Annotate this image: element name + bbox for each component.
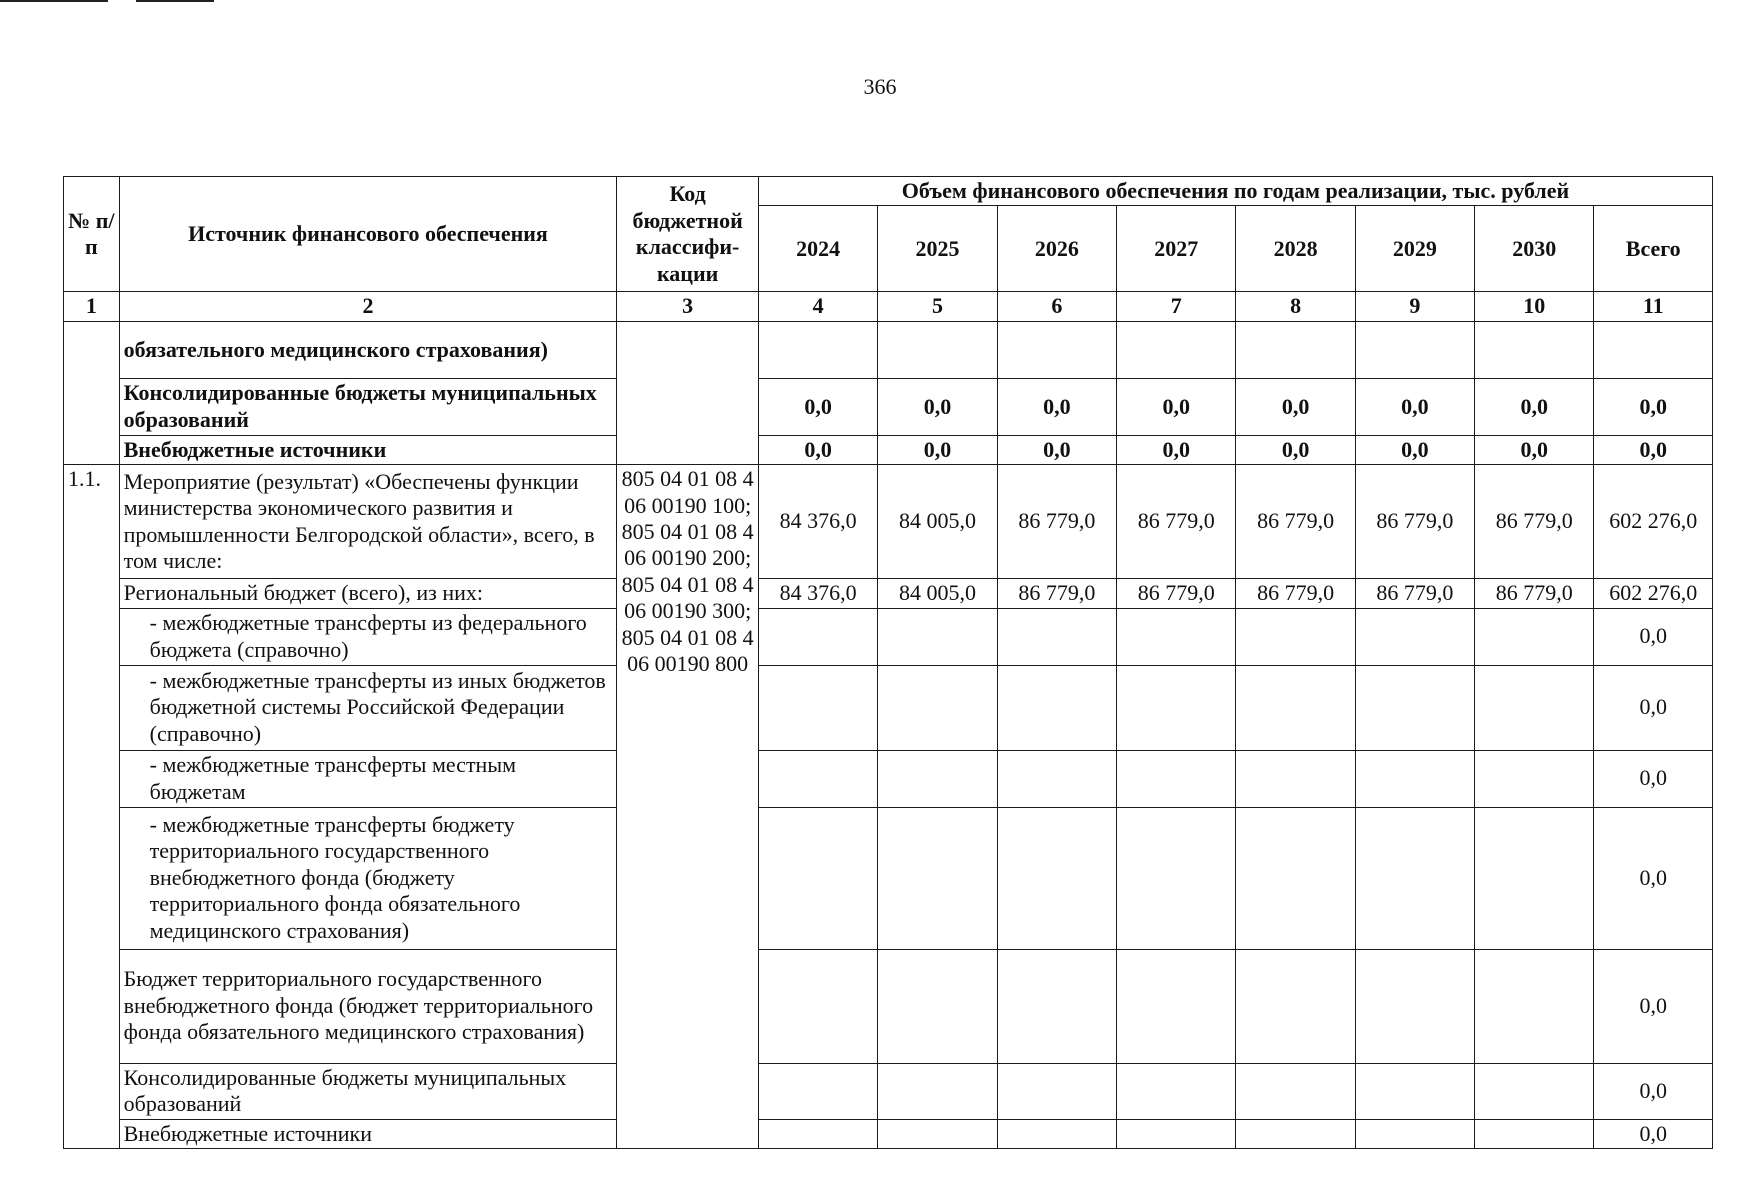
source-cell: - межбюджетные трансферты из иных бюджетов бюджетной системы Российской Федерации (справочно) xyxy=(119,665,617,750)
source-cell: Внебюджетные источники xyxy=(119,435,617,464)
header-year: 2024 xyxy=(758,206,877,292)
value-cell xyxy=(997,750,1116,807)
column-number: 9 xyxy=(1355,292,1474,321)
value-cell: 86 779,0 xyxy=(1236,465,1355,579)
code-cell xyxy=(617,321,759,464)
value-cell xyxy=(758,665,877,750)
table-row xyxy=(64,579,1713,608)
value-cell: 0,0 xyxy=(1117,378,1236,435)
value-cell: 86 779,0 xyxy=(1355,465,1474,579)
value-cell xyxy=(878,807,997,949)
source-cell: Бюджет территориального государственного внебюджетного фонда (бюджет территориального фонда обязательного медицинского страхования) xyxy=(119,949,617,1063)
value-cell xyxy=(1117,1063,1236,1119)
total-cell xyxy=(1594,321,1713,378)
value-cell: 86 779,0 xyxy=(997,579,1116,608)
value-cell xyxy=(758,750,877,807)
value-cell xyxy=(1355,665,1474,750)
value-cell xyxy=(1236,665,1355,750)
value-cell: 86 779,0 xyxy=(1355,579,1474,608)
column-number: 2 xyxy=(119,292,617,321)
value-cell: 0,0 xyxy=(997,378,1116,435)
total-cell: 0,0 xyxy=(1594,1119,1713,1148)
header-year: 2026 xyxy=(997,206,1116,292)
value-cell xyxy=(1355,608,1474,665)
value-cell: 0,0 xyxy=(1475,378,1594,435)
source-cell: Региональный бюджет (всего), из них: xyxy=(119,579,617,608)
value-cell xyxy=(1475,949,1594,1063)
total-cell: 602 276,0 xyxy=(1594,465,1713,579)
header-source: Источник финансового обеспечения xyxy=(119,177,617,292)
value-cell: 86 779,0 xyxy=(997,465,1116,579)
value-cell xyxy=(758,608,877,665)
value-cell xyxy=(1355,750,1474,807)
value-cell: 86 779,0 xyxy=(1475,465,1594,579)
column-number: 5 xyxy=(878,292,997,321)
column-numbers-row xyxy=(64,292,1713,321)
value-cell xyxy=(1355,321,1474,378)
value-cell xyxy=(758,1119,877,1148)
column-number: 11 xyxy=(1594,292,1713,321)
table-row xyxy=(64,465,1713,579)
source-cell: - межбюджетные трансферты из федерального бюджета (справочно) xyxy=(119,608,617,665)
value-cell xyxy=(997,321,1116,378)
value-cell xyxy=(878,665,997,750)
value-cell xyxy=(1236,750,1355,807)
value-cell xyxy=(878,1063,997,1119)
value-cell xyxy=(1475,750,1594,807)
total-cell: 0,0 xyxy=(1594,750,1713,807)
table-row xyxy=(64,1063,1713,1119)
value-cell xyxy=(1117,750,1236,807)
value-cell: 84 376,0 xyxy=(758,465,877,579)
value-cell xyxy=(1475,608,1594,665)
table-row xyxy=(64,435,1713,464)
value-cell xyxy=(878,321,997,378)
value-cell xyxy=(1236,1063,1355,1119)
value-cell: 84 005,0 xyxy=(878,579,997,608)
table-row xyxy=(64,1119,1713,1148)
value-cell: 84 376,0 xyxy=(758,579,877,608)
header-total: Всего xyxy=(1594,206,1713,292)
value-cell: 0,0 xyxy=(758,435,877,464)
value-cell xyxy=(1117,949,1236,1063)
total-cell: 0,0 xyxy=(1594,949,1713,1063)
value-cell xyxy=(1117,807,1236,949)
header-row xyxy=(64,177,1713,206)
value-cell xyxy=(1355,1063,1474,1119)
value-cell xyxy=(758,949,877,1063)
table-row xyxy=(64,750,1713,807)
value-cell xyxy=(1236,949,1355,1063)
header-year: 2025 xyxy=(878,206,997,292)
table-row xyxy=(64,665,1713,750)
value-cell xyxy=(997,665,1116,750)
value-cell xyxy=(1236,321,1355,378)
value-cell xyxy=(1475,321,1594,378)
value-cell xyxy=(1355,807,1474,949)
value-cell: 86 779,0 xyxy=(1475,579,1594,608)
source-cell: обязательного медицинского страхования) xyxy=(119,321,617,378)
value-cell xyxy=(878,750,997,807)
header-year: 2027 xyxy=(1117,206,1236,292)
value-cell xyxy=(1117,321,1236,378)
value-cell xyxy=(997,1063,1116,1119)
scan-edge-mark xyxy=(136,0,214,2)
header-year: 2029 xyxy=(1355,206,1474,292)
value-cell: 86 779,0 xyxy=(1236,579,1355,608)
value-cell xyxy=(1475,665,1594,750)
table-row xyxy=(64,949,1713,1063)
value-cell xyxy=(758,1063,877,1119)
value-cell: 86 779,0 xyxy=(1117,465,1236,579)
header-year: 2028 xyxy=(1236,206,1355,292)
value-cell xyxy=(1475,1119,1594,1148)
value-cell xyxy=(1475,807,1594,949)
total-cell: 0,0 xyxy=(1594,608,1713,665)
value-cell: 0,0 xyxy=(1355,378,1474,435)
table-row xyxy=(64,608,1713,665)
num-cell: 1.1. xyxy=(64,465,120,1149)
value-cell: 0,0 xyxy=(1355,435,1474,464)
table-row xyxy=(64,378,1713,435)
value-cell xyxy=(1355,1119,1474,1148)
total-cell: 602 276,0 xyxy=(1594,579,1713,608)
value-cell xyxy=(1117,1119,1236,1148)
value-cell xyxy=(997,807,1116,949)
table-row xyxy=(64,807,1713,949)
value-cell xyxy=(1475,1063,1594,1119)
value-cell xyxy=(1355,949,1474,1063)
column-number: 10 xyxy=(1475,292,1594,321)
source-cell: - межбюджетные трансферты местным бюджетам xyxy=(119,750,617,807)
value-cell xyxy=(1117,608,1236,665)
total-cell: 0,0 xyxy=(1594,378,1713,435)
table-row xyxy=(64,321,1713,378)
value-cell: 0,0 xyxy=(878,378,997,435)
value-cell xyxy=(878,1119,997,1148)
source-cell: Внебюджетные источники xyxy=(119,1119,617,1148)
page-number: 366 xyxy=(863,74,897,99)
header-year: 2030 xyxy=(1475,206,1594,292)
source-cell: - межбюджетные трансферты бюджету территориального государственного внебюджетного фонда (бюджету территориального фонда обязательного медицинского страхования) xyxy=(119,807,617,949)
value-cell xyxy=(878,608,997,665)
value-cell xyxy=(997,949,1116,1063)
scan-edge-mark xyxy=(0,0,108,2)
source-cell: Консолидированные бюджеты муниципальных образований xyxy=(119,378,617,435)
total-cell: 0,0 xyxy=(1594,665,1713,750)
financing-table xyxy=(63,176,1713,1149)
value-cell: 84 005,0 xyxy=(878,465,997,579)
value-cell xyxy=(997,1119,1116,1148)
value-cell: 0,0 xyxy=(758,378,877,435)
total-cell: 0,0 xyxy=(1594,1063,1713,1119)
value-cell: 0,0 xyxy=(878,435,997,464)
source-cell: Консолидированные бюджеты муниципальных образований xyxy=(119,1063,617,1119)
column-number: 6 xyxy=(997,292,1116,321)
total-cell: 0,0 xyxy=(1594,807,1713,949)
header-volume: Объем финансового обеспечения по годам реализации, тыс. рублей xyxy=(758,177,1712,206)
num-cell xyxy=(64,321,120,464)
budget-code-cell: 805 04 01 08 4 06 00190 100; 805 04 01 08 4 06 00190 200; 805 04 01 08 4 06 00190 300; 805 04 01 08 4 06 00190 800 xyxy=(617,465,759,1149)
value-cell xyxy=(758,321,877,378)
value-cell xyxy=(1236,1119,1355,1148)
value-cell xyxy=(1236,807,1355,949)
value-cell xyxy=(758,807,877,949)
value-cell: 0,0 xyxy=(1117,435,1236,464)
value-cell xyxy=(1117,665,1236,750)
source-cell: Мероприятие (результат) «Обеспечены функции министерства экономического развития и промышленности Белгородской области», всего, в том числе: xyxy=(119,465,617,579)
header-num: № п/п xyxy=(64,177,120,292)
value-cell: 0,0 xyxy=(1236,435,1355,464)
column-number: 1 xyxy=(64,292,120,321)
column-number: 4 xyxy=(758,292,877,321)
column-number: 7 xyxy=(1117,292,1236,321)
value-cell: 0,0 xyxy=(1236,378,1355,435)
value-cell xyxy=(1236,608,1355,665)
value-cell: 0,0 xyxy=(997,435,1116,464)
header-code: Код бюджетной классифи-кации xyxy=(617,177,759,292)
value-cell xyxy=(997,608,1116,665)
value-cell: 86 779,0 xyxy=(1117,579,1236,608)
value-cell xyxy=(878,949,997,1063)
total-cell: 0,0 xyxy=(1594,435,1713,464)
value-cell: 0,0 xyxy=(1475,435,1594,464)
column-number: 3 xyxy=(617,292,759,321)
column-number: 8 xyxy=(1236,292,1355,321)
